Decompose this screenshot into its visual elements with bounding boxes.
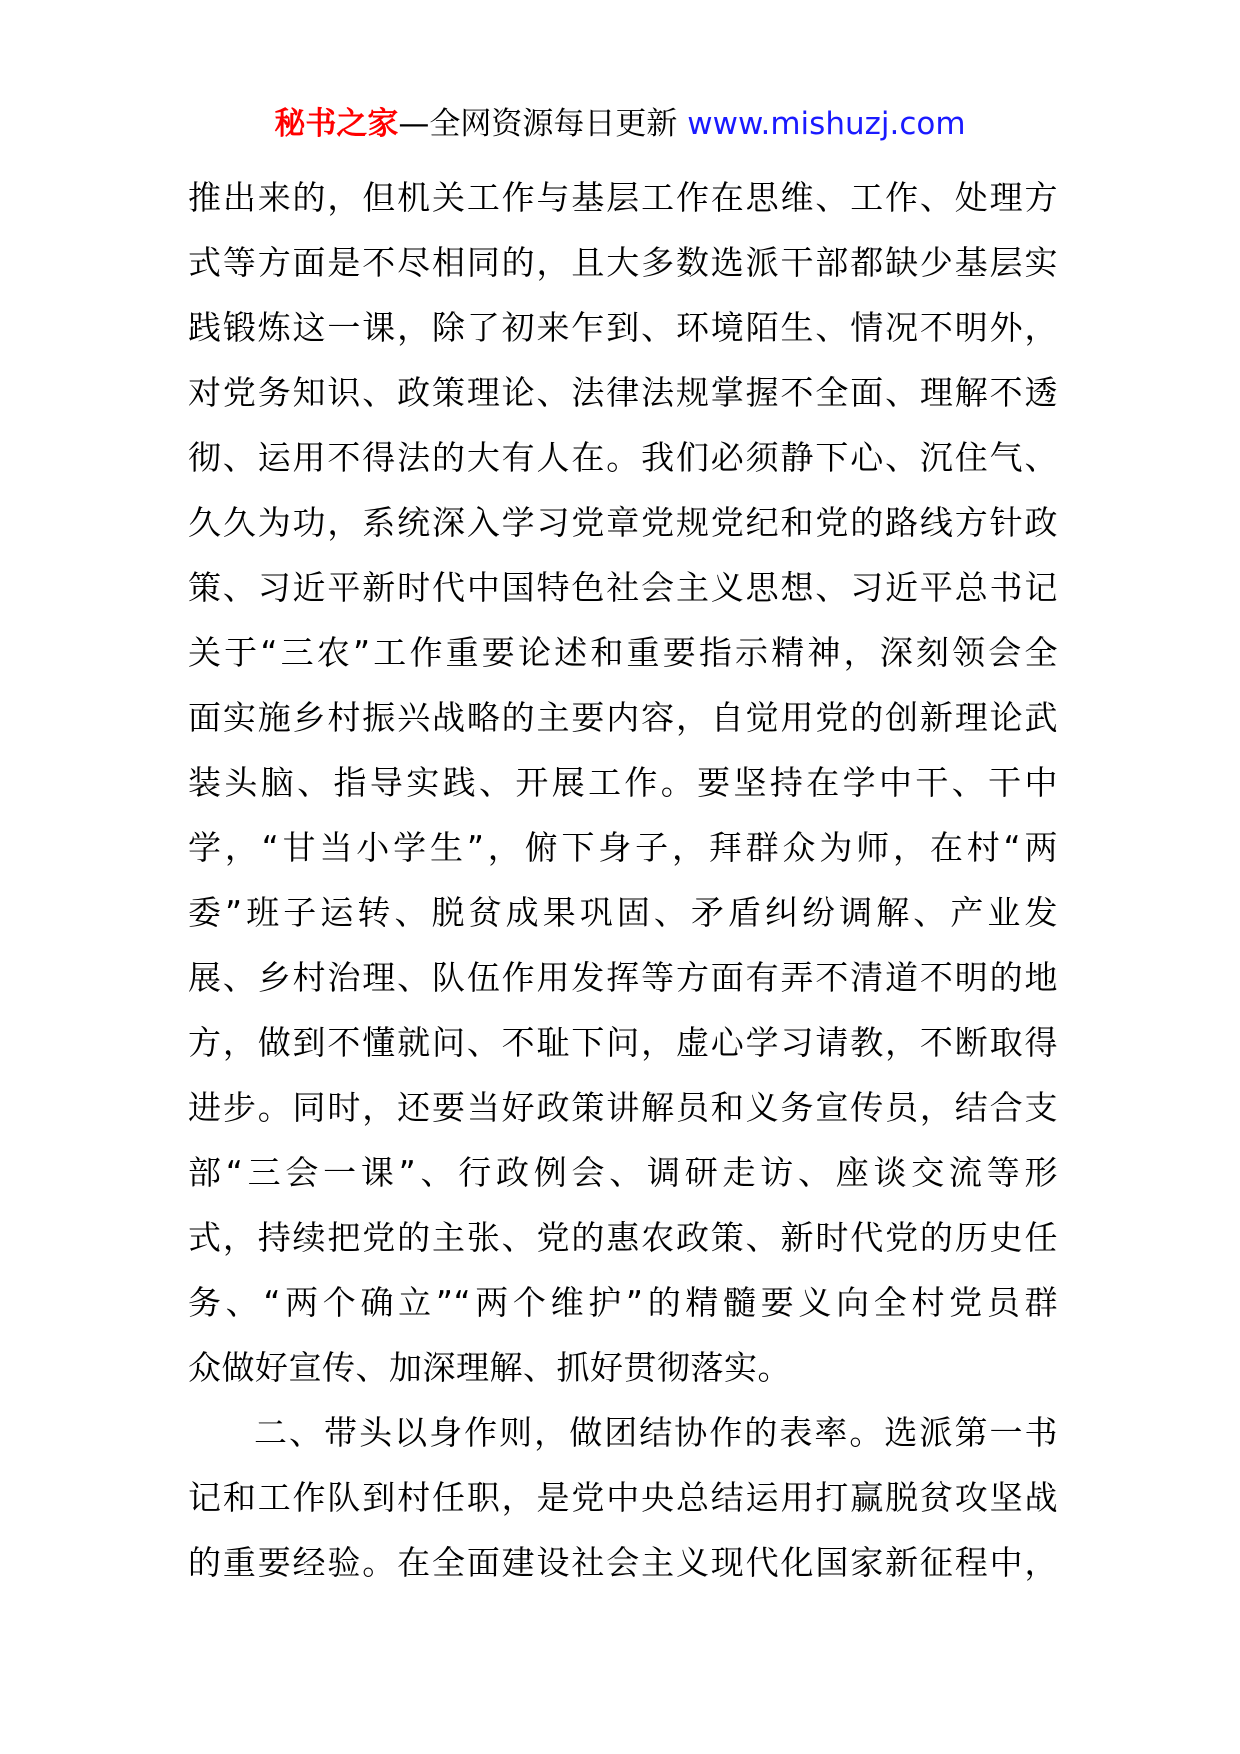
text-line: 展、乡村治理、队伍作用发挥等方面有弄不清道不明的地 <box>188 958 1058 997</box>
text-line: 进步。同时，还要当好政策讲解员和义务宣传员，结合支 <box>188 1088 1058 1127</box>
page-header <box>0 104 1240 144</box>
body-text <box>188 165 1058 1595</box>
text-line: 务、“两个确立”“两个维护”的精髓要义向全村党员群 <box>188 1283 1058 1322</box>
text-line: 对党务知识、政策理论、法律法规掌握不全面、理解不透 <box>188 373 1058 412</box>
text-line: 践锻炼这一课，除了初来乍到、环境陌生、情况不明外， <box>188 308 1058 347</box>
text-line: 久久为功，系统深入学习党章党规党纪和党的路线方针政 <box>188 503 1058 542</box>
text-line: 众做好宣传、加深理解、抓好贯彻落实。 <box>188 1348 791 1387</box>
text-line: 彻、运用不得法的大有人在。我们必须静下心、沉住气、 <box>188 438 1058 477</box>
header-url-link[interactable]: www.mishuzj.com <box>687 106 966 142</box>
section-heading-line: 二、带头以身作则，做团结协作的表率。选派第一书 <box>254 1413 1058 1452</box>
text-line: 推出来的，但机关工作与基层工作在思维、工作、处理方 <box>188 178 1058 217</box>
header-brand: 秘书之家 <box>274 106 399 142</box>
text-line: 策、习近平新时代中国特色社会主义思想、习近平总书记 <box>188 568 1058 607</box>
text-line: 委”班子运转、脱贫成果巩固、矛盾纠纷调解、产业发 <box>188 893 1058 932</box>
text-line: 关于“三农”工作重要论述和重要指示精神，深刻领会全 <box>188 633 1058 672</box>
text-line: 记和工作队到村任职，是党中央总结运用打赢脱贫攻坚战 <box>188 1478 1058 1517</box>
text-line: 部“三会一课”、行政例会、调研走访、座谈交流等形 <box>188 1153 1058 1192</box>
text-line: 的重要经验。在全面建设社会主义现代化国家新征程中， <box>188 1543 1058 1582</box>
text-line: 面实施乡村振兴战略的主要内容，自觉用党的创新理论武 <box>188 698 1058 737</box>
text-line: 式，持续把党的主张、党的惠农政策、新时代党的历史任 <box>188 1218 1058 1257</box>
header-slogan: —全网资源每日更新 <box>398 106 678 142</box>
text-line: 式等方面是不尽相同的，且大多数选派干部都缺少基层实 <box>188 243 1058 282</box>
text-line: 装头脑、指导实践、开展工作。要坚持在学中干、干中 <box>188 763 1058 802</box>
text-line: 方，做到不懂就问、不耻下问，虚心学习请教，不断取得 <box>188 1023 1058 1062</box>
text-line: 学，“甘当小学生”，俯下身子，拜群众为师，在村“两 <box>188 828 1058 867</box>
